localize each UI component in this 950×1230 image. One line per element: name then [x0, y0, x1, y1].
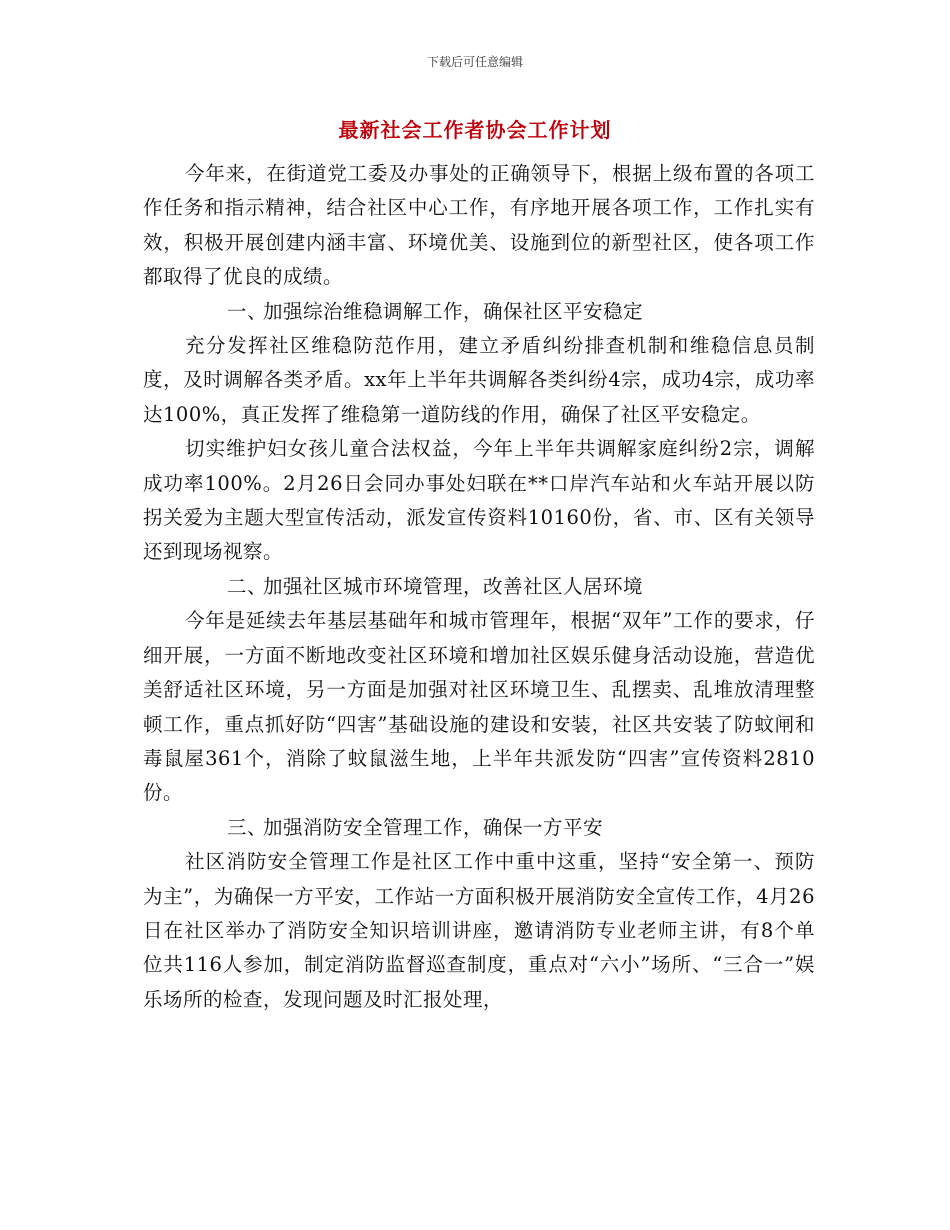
section-heading-1 — [143, 295, 815, 329]
section-heading-2 — [143, 570, 815, 604]
section-heading-text: 加强消防安全管理工作，确保一方平安 — [263, 815, 604, 839]
paragraph: 切实维护妇女孩儿童合法权益，今年上半年共调解家庭纠纷2宗，调解成功率100%。2月26日会同办事处妇联在**口岸汽车站和火车站开展以防拐关爱为主题大型宣传活动，派发宣传资料10160份，省、市、区有关领导还到现场视察。 — [143, 437, 815, 564]
document-title: 最新社会工作者协会工作计划 — [338, 118, 612, 142]
section-number: 三、 — [227, 815, 268, 839]
section-heading-text: 加强社区城市环境管理，改善社区人居环境 — [263, 574, 644, 598]
document-body — [143, 157, 815, 1017]
header-note: 下载后可任意编辑 — [426, 55, 523, 69]
paragraph: 今年是延续去年基层基础年和城市管理年，根据“双年”工作的要求，仔细开展，一方面不断地改变社区环境和增加社区娱乐健身活动设施，营造优美舒适社区环境，另一方面是加强对社区环境卫生、乱摆卖、乱堆放清理整顿工作，重点抓好防“四害”基础设施的建设和安装，社区共安装了防蚊闸和毒鼠屋361个，消除了蚊鼠滋生地，上半年共派发防“四害”宣传资料2810份。 — [143, 609, 815, 805]
paragraph: 充分发挥社区维稳防范作用，建立矛盾纠纷排查机制和维稳信息员制度，及时调解各类矛盾。xx年上半年共调解各类纠纷4宗，成功4宗，成功率达100%，真正发挥了维稳第一道防线的作用，确保了社区平安稳定。 — [143, 334, 815, 426]
section-number: 一、 — [227, 299, 268, 323]
section-heading-3 — [143, 811, 815, 845]
paragraph-intro: 今年来，在街道党工委及办事处的正确领导下，根据上级布置的各项工作任务和指示精神，结合社区中心工作，有序地开展各项工作，工作扎实有效，积极开展创建内涵丰富、环境优美、设施到位的新型社区，使各项工作都取得了优良的成绩。 — [143, 162, 815, 289]
paragraph: 社区消防安全管理工作是社区工作中重中这重，坚持“安全第一、预防为主”，为确保一方平安，工作站一方面积极开展消防安全宣传工作，4月26日在社区举办了消防安全知识培训讲座，邀请消防专业老师主讲，有8个单位共116人参加，制定消防监督巡查制度，重点对“六小”场所、“三合一”娱乐场所的检查，发现问题及时汇报处理， — [143, 850, 815, 1011]
section-heading-text: 加强综治维稳调解工作，确保社区平安稳定 — [263, 299, 644, 323]
section-number: 二、 — [227, 574, 268, 598]
